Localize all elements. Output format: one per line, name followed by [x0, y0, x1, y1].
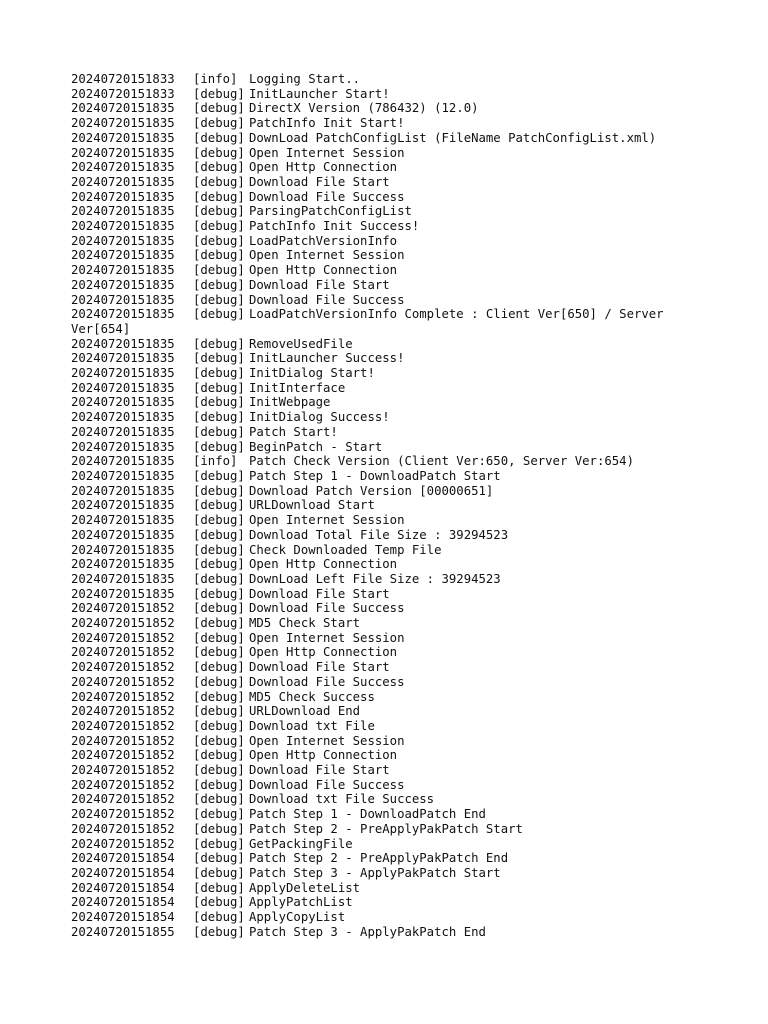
log-level: [debug] [193, 292, 245, 307]
log-level: [debug] [193, 865, 245, 880]
log-entry [71, 72, 721, 87]
log-level: [info] [193, 72, 238, 86]
log-level: [debug] [193, 924, 245, 939]
log-entry [71, 837, 721, 852]
log-message: Open Internet Session [249, 513, 405, 528]
log-timestamp: 20240720151835 [71, 571, 175, 586]
log-entry [71, 146, 721, 161]
log-entry [71, 498, 721, 513]
log-message: Patch Step 2 - PreApplyPakPatch Start [249, 821, 523, 836]
log-level: [debug] [193, 498, 245, 513]
log-timestamp: 20240720151835 [71, 189, 175, 204]
log-entry [71, 631, 721, 646]
log-level: [debug] [193, 174, 245, 189]
log-level: [debug] [193, 704, 245, 719]
log-message: URLDownload End [249, 704, 361, 719]
log-timestamp: 20240720151835 [71, 219, 175, 234]
log-level: [debug] [193, 263, 245, 278]
log-timestamp: 20240720151835 [71, 513, 175, 528]
log-message: Download Patch Version [00000651] [249, 483, 494, 498]
log-entry [71, 704, 721, 719]
log-timestamp: 20240720151852 [71, 630, 175, 645]
log-level: [debug] [193, 718, 245, 733]
log-entry [71, 293, 721, 308]
log-timestamp: 20240720151835 [71, 292, 175, 307]
log-message: Open Http Connection [249, 160, 398, 175]
log-level: [debug] [193, 483, 245, 498]
log-level: [debug] [193, 204, 245, 219]
log-message: InitDialog Start! [249, 366, 375, 381]
log-level: [debug] [193, 277, 245, 292]
log-level: [debug] [193, 410, 245, 425]
log-message: Download txt File [249, 718, 375, 733]
log-level: [debug] [193, 910, 245, 925]
log-timestamp: 20240720151833 [71, 72, 175, 86]
log-message: Patch Start! [249, 424, 338, 439]
log-entry [71, 748, 721, 763]
log-timestamp: 20240720151835 [71, 454, 175, 469]
log-timestamp: 20240720151835 [71, 498, 175, 513]
log-message: Download File Success [249, 292, 405, 307]
log-level: [debug] [193, 571, 245, 586]
log-level: [debug] [193, 645, 245, 660]
log-entry [71, 175, 721, 190]
log-timestamp: 20240720151854 [71, 895, 175, 910]
log-level: [debug] [193, 219, 245, 234]
log-timestamp: 20240720151835 [71, 557, 175, 572]
log-timestamp: 20240720151835 [71, 248, 175, 263]
log-timestamp: 20240720151835 [71, 439, 175, 454]
log-message: Open Http Connection [249, 557, 398, 572]
log-entry [71, 366, 721, 381]
log-entry [71, 469, 721, 484]
log-message: Download File Success [249, 674, 405, 689]
log-message: InitDialog Success! [249, 410, 390, 425]
log-entry [71, 425, 721, 440]
log-timestamp: 20240720151835 [71, 277, 175, 292]
log-level: [debug] [193, 189, 245, 204]
log-message: Open Internet Session [249, 630, 405, 645]
log-timestamp: 20240720151854 [71, 880, 175, 895]
log-entry [71, 160, 721, 175]
log-entry [71, 513, 721, 528]
log-entry [71, 660, 721, 675]
log-message: Download File Start [249, 763, 390, 778]
log-timestamp: 20240720151835 [71, 395, 175, 410]
log-level: [debug] [193, 527, 245, 542]
log-entry [71, 675, 721, 690]
log-entry [71, 87, 721, 102]
log-message: BeginPatch - Start [249, 439, 383, 454]
log-level: [debug] [193, 380, 245, 395]
log-timestamp: 20240720151835 [71, 130, 175, 145]
log-entry [71, 616, 721, 631]
log-timestamp: 20240720151852 [71, 704, 175, 719]
log-message: InitLauncher Start! [249, 86, 390, 101]
log-message: PatchInfo Init Success! [249, 219, 420, 234]
log-entry [71, 410, 721, 425]
log-message: DownLoad Left File Size : 39294523 [249, 571, 501, 586]
log-level: [debug] [193, 792, 245, 807]
log-message: Download File Start [249, 586, 390, 601]
log-level: [debug] [193, 807, 245, 822]
log-timestamp: 20240720151852 [71, 792, 175, 807]
log-entry [71, 278, 721, 293]
log-entry [71, 528, 721, 543]
log-timestamp: 20240720151852 [71, 616, 175, 631]
log-entry [71, 587, 721, 602]
log-timestamp: 20240720151835 [71, 351, 175, 366]
log-level: [debug] [193, 777, 245, 792]
log-document [71, 72, 721, 939]
log-message: Patch Step 2 - PreApplyPakPatch End [249, 851, 509, 866]
log-timestamp: 20240720151852 [71, 821, 175, 836]
log-entry [71, 131, 721, 146]
log-message: Download File Start [249, 174, 390, 189]
log-message: Open Internet Session [249, 145, 405, 160]
log-level: [debug] [193, 86, 245, 101]
log-timestamp: 20240720151852 [71, 748, 175, 763]
log-level: [debug] [193, 851, 245, 866]
log-timestamp: 20240720151835 [71, 468, 175, 483]
log-entry [71, 484, 721, 499]
log-level: [debug] [193, 542, 245, 557]
log-entry [71, 543, 721, 558]
log-message: Open Internet Session [249, 248, 405, 263]
log-message: InitLauncher Success! [249, 351, 405, 366]
log-entry [71, 763, 721, 778]
log-timestamp: 20240720151835 [71, 233, 175, 248]
log-message: Open Internet Session [249, 733, 405, 748]
log-level: [debug] [193, 307, 245, 322]
log-level: [debug] [193, 660, 245, 675]
log-message: ParsingPatchConfigList [249, 204, 412, 219]
log-timestamp: 20240720151852 [71, 660, 175, 675]
log-timestamp: 20240720151854 [71, 851, 175, 866]
log-level: [debug] [193, 513, 245, 528]
log-entry [71, 910, 721, 925]
log-message: Download txt File Success [249, 792, 435, 807]
log-timestamp: 20240720151835 [71, 263, 175, 278]
log-message: DownLoad PatchConfigList (FileName PatchConfigList.xml) [249, 130, 657, 145]
log-entry [71, 116, 721, 131]
log-message: Download Total File Size : 39294523 [249, 527, 509, 542]
log-entry [71, 263, 721, 278]
log-level: [debug] [193, 630, 245, 645]
log-timestamp: 20240720151852 [71, 645, 175, 660]
log-level: [debug] [193, 733, 245, 748]
log-timestamp: 20240720151852 [71, 718, 175, 733]
log-timestamp: 20240720151835 [71, 542, 175, 557]
log-message: PatchInfo Init Start! [249, 116, 405, 131]
log-message: Check Downloaded Temp File [249, 542, 442, 557]
log-entry [71, 307, 721, 336]
log-level: [debug] [193, 601, 245, 616]
log-message: Patch Step 3 - ApplyPakPatch Start [249, 865, 501, 880]
log-timestamp: 20240720151835 [71, 586, 175, 601]
log-message: Patch Check Version (Client Ver:650, Server Ver:654) [249, 454, 634, 469]
log-timestamp: 20240720151854 [71, 865, 175, 880]
log-level: [debug] [193, 880, 245, 895]
log-message: Open Http Connection [249, 748, 398, 763]
log-entry [71, 645, 721, 660]
log-timestamp: 20240720151835 [71, 336, 175, 351]
log-level: [debug] [193, 616, 245, 631]
log-entry [71, 440, 721, 455]
log-message: ApplyPatchList [249, 895, 353, 910]
log-message: Download File Start [249, 277, 390, 292]
log-entry [71, 248, 721, 263]
log-timestamp: 20240720151852 [71, 689, 175, 704]
log-entry [71, 454, 721, 469]
log-message: Download File Start [249, 660, 390, 675]
log-timestamp: 20240720151855 [71, 924, 175, 939]
log-timestamp: 20240720151833 [71, 86, 175, 101]
log-entry [71, 337, 721, 352]
log-entry [71, 895, 721, 910]
log-message: ApplyDeleteList [249, 880, 361, 895]
log-timestamp: 20240720151852 [71, 674, 175, 689]
log-message: Download File Success [249, 777, 405, 792]
log-entry [71, 822, 721, 837]
log-level: [debug] [193, 366, 245, 381]
log-message: Patch Step 3 - ApplyPakPatch End [249, 924, 486, 939]
log-entry [71, 395, 721, 410]
log-entry [71, 190, 721, 205]
log-timestamp: 20240720151835 [71, 366, 175, 381]
log-level: [debug] [193, 336, 245, 351]
log-level: [debug] [193, 674, 245, 689]
log-timestamp: 20240720151852 [71, 763, 175, 778]
log-timestamp: 20240720151852 [71, 836, 175, 851]
log-level: [debug] [193, 233, 245, 248]
log-entry [71, 557, 721, 572]
log-level: [debug] [193, 116, 245, 131]
log-message: Open Http Connection [249, 263, 398, 278]
log-message: Logging Start.. [249, 72, 361, 86]
log-timestamp: 20240720151835 [71, 174, 175, 189]
log-timestamp: 20240720151852 [71, 777, 175, 792]
log-timestamp: 20240720151852 [71, 601, 175, 616]
log-message: ApplyCopyList [249, 910, 346, 925]
log-message: MD5 Check Start [249, 616, 361, 631]
log-entry [71, 866, 721, 881]
log-level: [debug] [193, 424, 245, 439]
log-entry [71, 792, 721, 807]
log-level: [debug] [193, 248, 245, 263]
log-level: [debug] [193, 145, 245, 160]
log-timestamp: 20240720151835 [71, 527, 175, 542]
log-entry [71, 807, 721, 822]
log-entry [71, 778, 721, 793]
log-timestamp: 20240720151835 [71, 160, 175, 175]
log-level: [debug] [193, 468, 245, 483]
log-message: LoadPatchVersionInfo Complete : Client Ver[650] / Server Ver[654] [71, 307, 671, 336]
log-message: Patch Step 1 - DownloadPatch End [249, 807, 486, 822]
log-timestamp: 20240720151852 [71, 733, 175, 748]
log-timestamp: 20240720151835 [71, 307, 175, 322]
log-level: [debug] [193, 557, 245, 572]
log-level: [debug] [193, 101, 245, 116]
log-timestamp: 20240720151852 [71, 807, 175, 822]
log-entry [71, 719, 721, 734]
log-message: URLDownload Start [249, 498, 375, 513]
log-entry [71, 734, 721, 749]
log-entry [71, 219, 721, 234]
log-entry [71, 572, 721, 587]
log-timestamp: 20240720151835 [71, 380, 175, 395]
log-message: DirectX Version (786432) (12.0) [249, 101, 479, 116]
log-level: [info] [193, 454, 238, 469]
log-timestamp: 20240720151835 [71, 483, 175, 498]
log-level: [debug] [193, 836, 245, 851]
log-entry [71, 601, 721, 616]
log-message: LoadPatchVersionInfo [249, 233, 398, 248]
log-message: Open Http Connection [249, 645, 398, 660]
log-timestamp: 20240720151835 [71, 101, 175, 116]
log-timestamp: 20240720151835 [71, 116, 175, 131]
log-level: [debug] [193, 748, 245, 763]
log-timestamp: 20240720151854 [71, 910, 175, 925]
log-message: Download File Success [249, 189, 405, 204]
log-message: RemoveUsedFile [249, 336, 353, 351]
log-timestamp: 20240720151835 [71, 145, 175, 160]
log-message: Download File Success [249, 601, 405, 616]
log-entry [71, 204, 721, 219]
log-level: [debug] [193, 586, 245, 601]
log-entry [71, 101, 721, 116]
log-message: InitInterface [249, 380, 346, 395]
log-entry [71, 381, 721, 396]
log-message: InitWebpage [249, 395, 331, 410]
log-level: [debug] [193, 351, 245, 366]
log-level: [debug] [193, 395, 245, 410]
log-message: GetPackingFile [249, 836, 353, 851]
log-level: [debug] [193, 439, 245, 454]
log-level: [debug] [193, 895, 245, 910]
log-level: [debug] [193, 763, 245, 778]
log-entry [71, 690, 721, 705]
log-message: MD5 Check Success [249, 689, 375, 704]
log-level: [debug] [193, 130, 245, 145]
log-timestamp: 20240720151835 [71, 410, 175, 425]
log-entry [71, 925, 721, 940]
log-entry [71, 234, 721, 249]
log-level: [debug] [193, 821, 245, 836]
log-timestamp: 20240720151835 [71, 204, 175, 219]
log-level: [debug] [193, 160, 245, 175]
log-level: [debug] [193, 689, 245, 704]
log-entry [71, 851, 721, 866]
log-entry [71, 881, 721, 896]
log-timestamp: 20240720151835 [71, 424, 175, 439]
log-message: Patch Step 1 - DownloadPatch Start [249, 468, 501, 483]
log-entry [71, 351, 721, 366]
